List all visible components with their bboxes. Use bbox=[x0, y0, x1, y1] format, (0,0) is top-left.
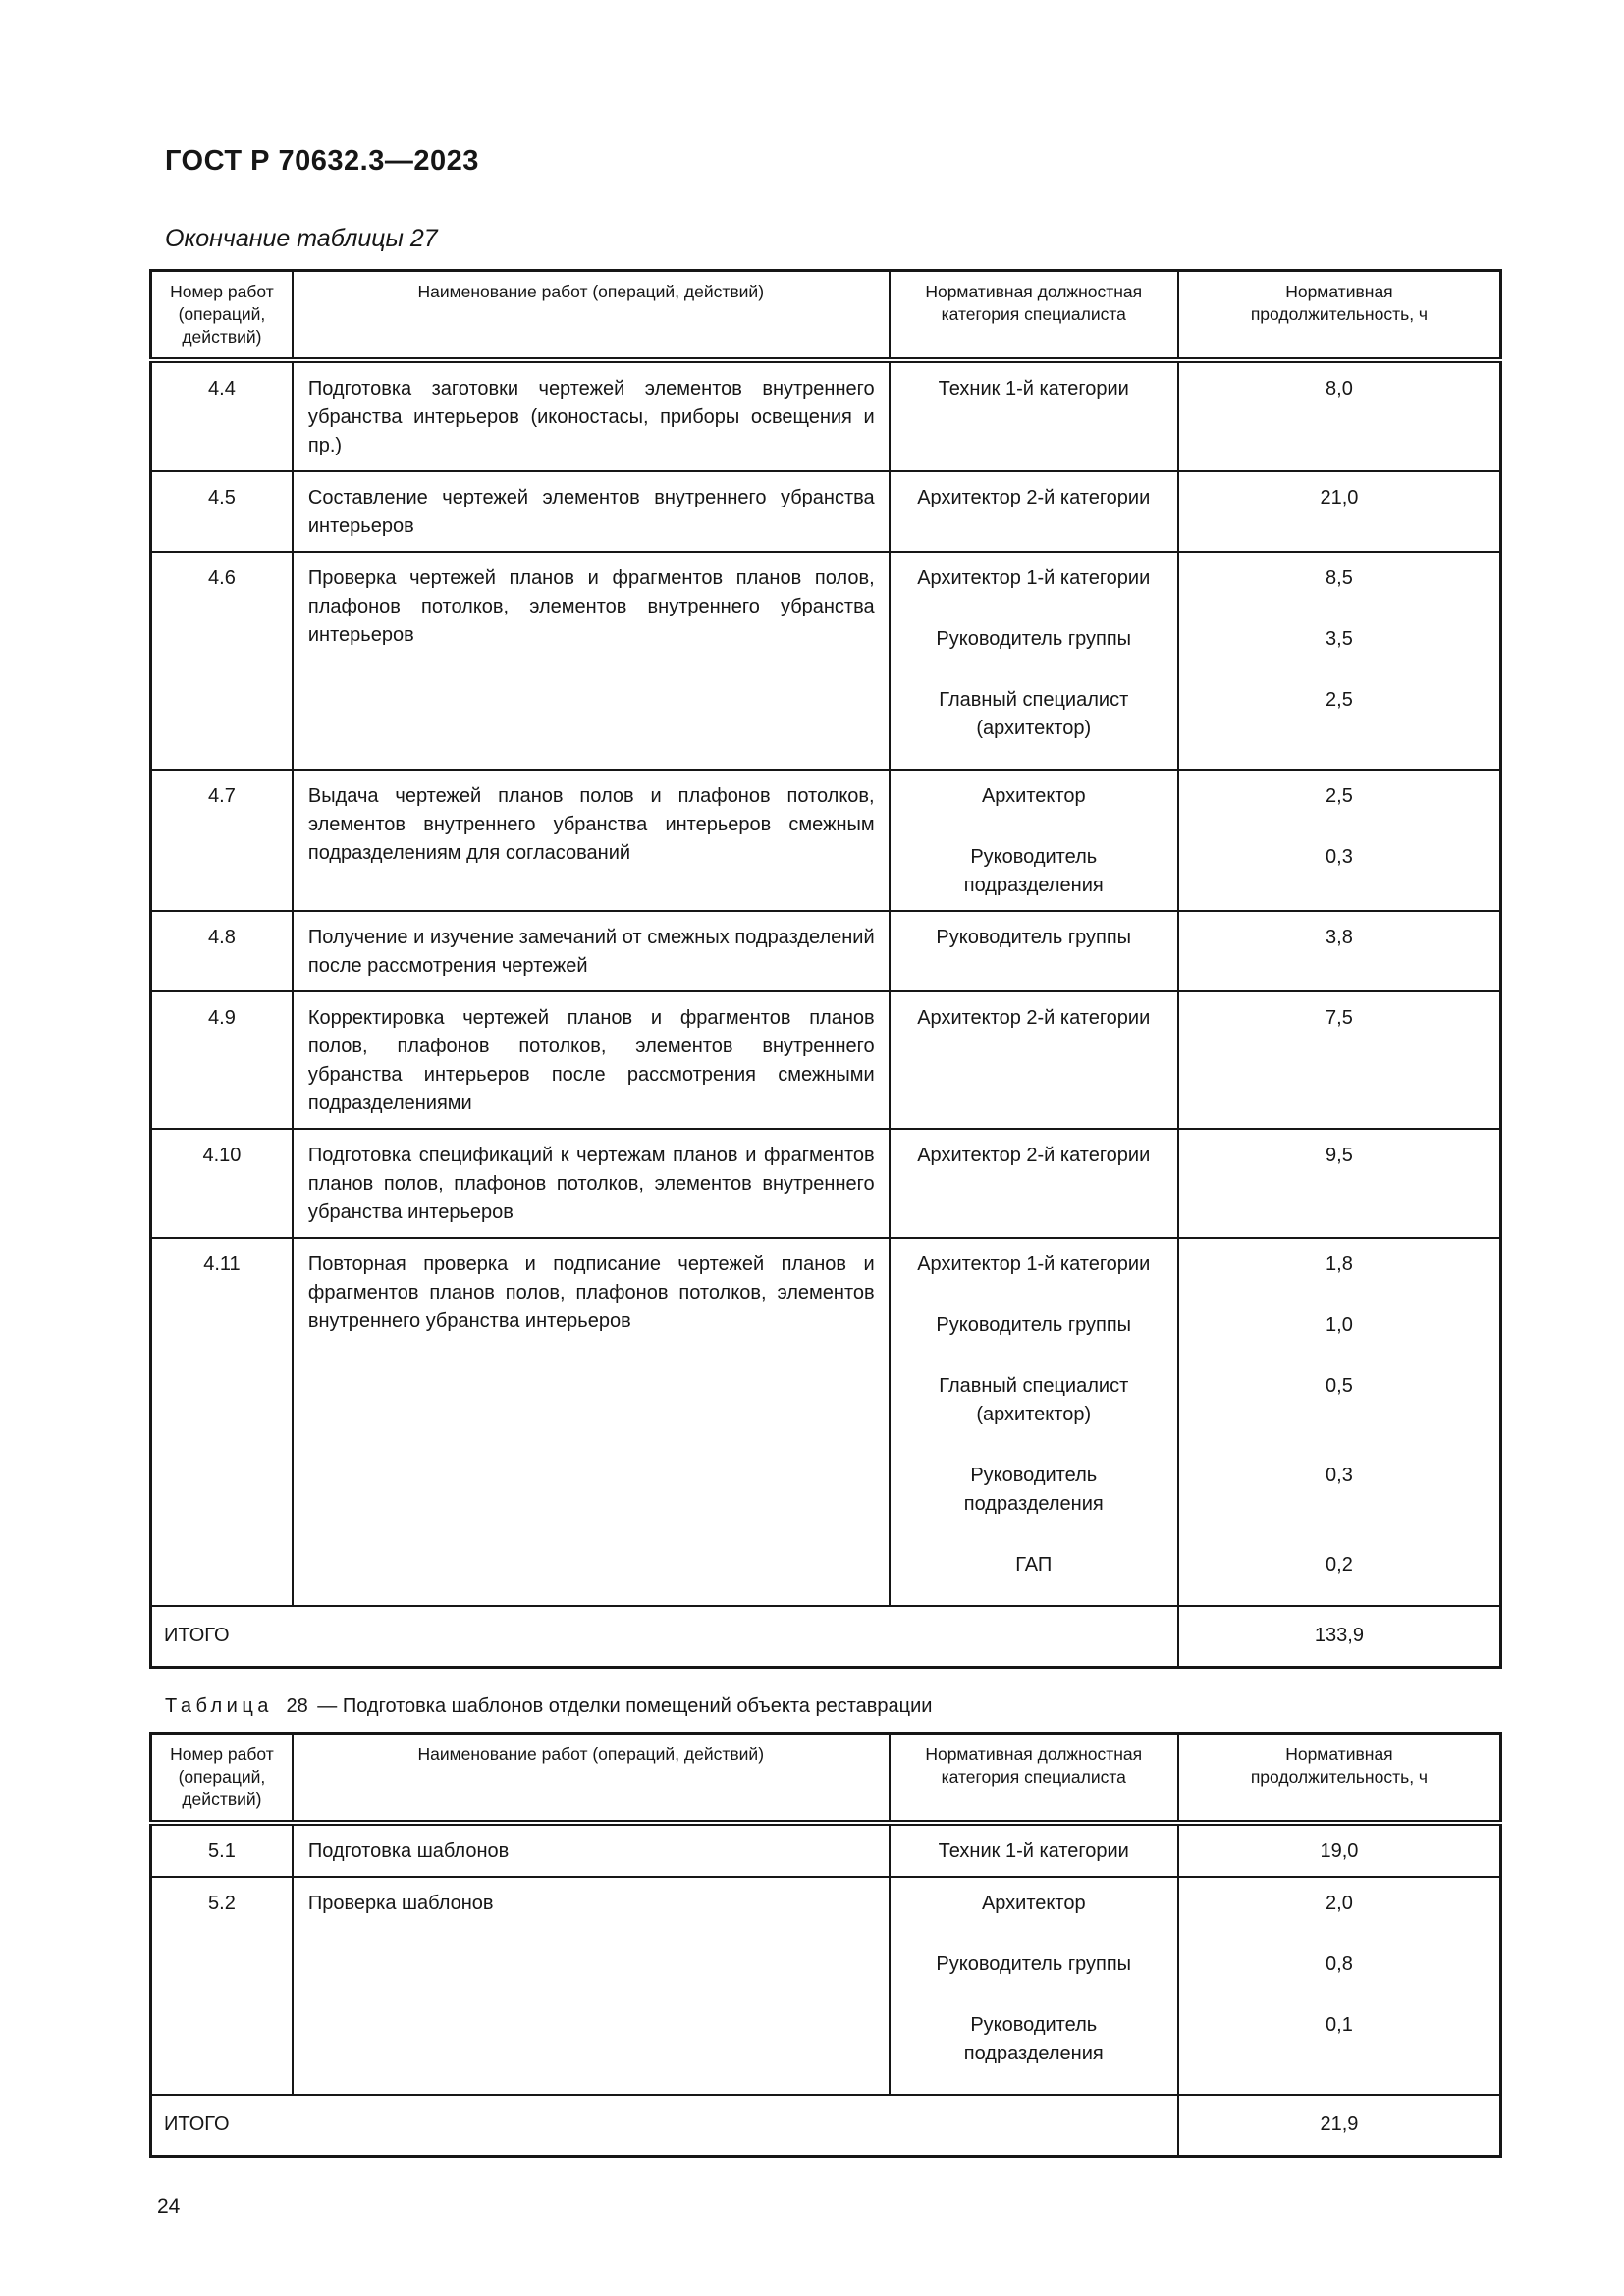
work-name: Подготовка заготовки чертежей элементов внутреннего убранства интерьеров (иконостасы, приборы освещения и пр.) bbox=[293, 360, 890, 471]
specialist-role: Руководитель подразделения bbox=[890, 1439, 1178, 1528]
duration-value: 19,0 bbox=[1178, 1823, 1501, 1877]
duration-value: 2,5 bbox=[1178, 770, 1501, 821]
specialist-role: Архитектор 2-й категории bbox=[890, 991, 1178, 1129]
specialist-role: Главный специалист (архитектор) bbox=[890, 1350, 1178, 1439]
table-row bbox=[151, 991, 1501, 1129]
work-name: Подготовка шаблонов bbox=[293, 1823, 890, 1877]
specialist-role: Архитектор 1-й категории bbox=[890, 552, 1178, 603]
specialist-role: Архитектор bbox=[890, 1877, 1178, 1928]
col-header-name: Наименование работ (операций, действий) bbox=[293, 1734, 890, 1824]
duration-value: 0,2 bbox=[1178, 1528, 1501, 1606]
work-number: 5.1 bbox=[151, 1823, 293, 1877]
table-row bbox=[151, 911, 1501, 991]
table27-header-row bbox=[151, 271, 1501, 361]
duration-value: 0,8 bbox=[1178, 1928, 1501, 1989]
table28-header-row bbox=[151, 1734, 1501, 1824]
duration-value: 0,5 bbox=[1178, 1350, 1501, 1439]
duration-value: 21,0 bbox=[1178, 471, 1501, 552]
work-number: 4.8 bbox=[151, 911, 293, 991]
table28 bbox=[149, 1732, 1502, 2158]
table27-caption: Окончание таблицы 27 bbox=[165, 225, 438, 252]
work-name: Составление чертежей элементов внутреннего убранства интерьеров bbox=[293, 471, 890, 552]
specialist-role: Архитектор 2-й категории bbox=[890, 471, 1178, 552]
work-name: Корректировка чертежей планов и фрагментов планов полов, плафонов потолков, элементов внутреннего убранства интерьеров после рассмотрения смежными подразделениями bbox=[293, 991, 890, 1129]
work-number: 4.6 bbox=[151, 552, 293, 770]
table28-caption bbox=[165, 1695, 1506, 1718]
col-header-hours: Нормативная продолжительность, ч bbox=[1178, 1734, 1501, 1824]
work-name: Проверка чертежей планов и фрагментов планов полов, плафонов потолков, элементов внутреннего убранства интерьеров bbox=[293, 552, 890, 770]
col-header-number: Номер работ (операций, действий) bbox=[151, 271, 293, 361]
duration-value: 1,0 bbox=[1178, 1289, 1501, 1350]
specialist-role: Архитектор bbox=[890, 770, 1178, 821]
table-row bbox=[151, 1238, 1501, 1289]
work-name: Получение и изучение замечаний от смежных подразделений после рассмотрения чертежей bbox=[293, 911, 890, 991]
specialist-role: ГАП bbox=[890, 1528, 1178, 1606]
col-header-role: Нормативная должностная категория специалиста bbox=[890, 1734, 1178, 1824]
table28-caption-number: 28 bbox=[286, 1695, 308, 1717]
work-number: 4.4 bbox=[151, 360, 293, 471]
specialist-role: Архитектор 2-й категории bbox=[890, 1129, 1178, 1238]
table-row bbox=[151, 552, 1501, 603]
total-value: 133,9 bbox=[1178, 1606, 1501, 1668]
total-row bbox=[151, 2095, 1501, 2157]
total-label: ИТОГО bbox=[151, 2095, 1178, 2157]
col-header-name: Наименование работ (операций, действий) bbox=[293, 271, 890, 361]
specialist-role: Техник 1-й категории bbox=[890, 1823, 1178, 1877]
duration-value: 0,3 bbox=[1178, 1439, 1501, 1528]
duration-value: 3,8 bbox=[1178, 911, 1501, 991]
specialist-role: Руководитель группы bbox=[890, 1289, 1178, 1350]
table-row bbox=[151, 360, 1501, 471]
specialist-role: Руководитель подразделения bbox=[890, 1989, 1178, 2095]
duration-value: 0,1 bbox=[1178, 1989, 1501, 2095]
total-row bbox=[151, 1606, 1501, 1668]
table-row bbox=[151, 471, 1501, 552]
duration-value: 9,5 bbox=[1178, 1129, 1501, 1238]
work-number: 4.11 bbox=[151, 1238, 293, 1606]
table-row bbox=[151, 1823, 1501, 1877]
work-number: 4.5 bbox=[151, 471, 293, 552]
specialist-role: Главный специалист (архитектор) bbox=[890, 664, 1178, 770]
page-number: 24 bbox=[157, 2195, 181, 2217]
duration-value: 7,5 bbox=[1178, 991, 1501, 1129]
work-name: Подготовка спецификаций к чертежам планов и фрагментов планов полов, плафонов потолков, элементов внутреннего убранства интерьеров bbox=[293, 1129, 890, 1238]
total-label: ИТОГО bbox=[151, 1606, 1178, 1668]
work-number: 5.2 bbox=[151, 1877, 293, 2095]
specialist-role: Техник 1-й категории bbox=[890, 360, 1178, 471]
table28-caption-word: Таблица bbox=[165, 1695, 273, 1717]
specialist-role: Руководитель группы bbox=[890, 603, 1178, 664]
work-number: 4.9 bbox=[151, 991, 293, 1129]
duration-value: 8,0 bbox=[1178, 360, 1501, 471]
table28-caption-title: — Подготовка шаблонов отделки помещений объекта реставрации bbox=[317, 1695, 933, 1717]
specialist-role: Архитектор 1-й категории bbox=[890, 1238, 1178, 1289]
duration-value: 2,5 bbox=[1178, 664, 1501, 770]
table-row bbox=[151, 1877, 1501, 1928]
work-name: Выдача чертежей планов полов и плафонов потолков, элементов внутреннего убранства интерьеров смежным подразделениям для согласований bbox=[293, 770, 890, 911]
table-row bbox=[151, 770, 1501, 821]
table-row bbox=[151, 1129, 1501, 1238]
col-header-hours: Нормативная продолжительность, ч bbox=[1178, 271, 1501, 361]
duration-value: 3,5 bbox=[1178, 603, 1501, 664]
specialist-role: Руководитель группы bbox=[890, 911, 1178, 991]
work-number: 4.7 bbox=[151, 770, 293, 911]
duration-value: 2,0 bbox=[1178, 1877, 1501, 1928]
total-value: 21,9 bbox=[1178, 2095, 1501, 2157]
work-name: Проверка шаблонов bbox=[293, 1877, 890, 2095]
col-header-number: Номер работ (операций, действий) bbox=[151, 1734, 293, 1824]
duration-value: 8,5 bbox=[1178, 552, 1501, 603]
duration-value: 1,8 bbox=[1178, 1238, 1501, 1289]
col-header-role: Нормативная должностная категория специалиста bbox=[890, 271, 1178, 361]
specialist-role: Руководитель подразделения bbox=[890, 821, 1178, 911]
duration-value: 0,3 bbox=[1178, 821, 1501, 911]
work-name: Повторная проверка и подписание чертежей планов и фрагментов планов полов, плафонов потолков, элементов внутреннего убранства интерьеров bbox=[293, 1238, 890, 1606]
specialist-role: Руководитель группы bbox=[890, 1928, 1178, 1989]
doc-code: ГОСТ Р 70632.3—2023 bbox=[165, 145, 479, 177]
work-number: 4.10 bbox=[151, 1129, 293, 1238]
table27 bbox=[149, 269, 1502, 1669]
